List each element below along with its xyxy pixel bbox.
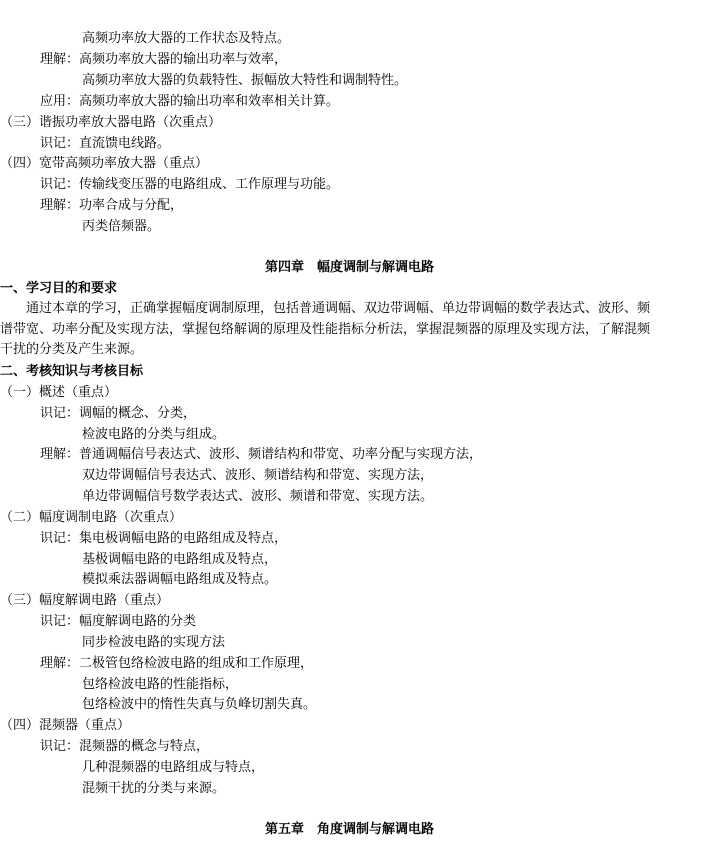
subsection-heading: （四）混频器（重点） [0,718,131,733]
subsection-heading: （二）幅度调制电路（次重点） [0,510,183,525]
section-heading: 一、学习目的和要求 [0,281,118,296]
text-line: 识记：混频器的概念与特点， [40,739,210,754]
text-line: 混频干扰的分类与来源。 [82,781,226,796]
text-line: 模拟乘法器调幅电路组成及特点。 [82,572,278,587]
subsection-heading: （三）谐振功率放大器电路（次重点） [0,115,222,130]
paragraph-line: 通过本章的学习，正确掌握幅度调制原理，包括普通调幅、双边带调幅、单边带调幅的数学表达式、波形、频 [26,301,651,316]
text-line: 识记：幅度解调电路的分类 [40,614,197,629]
text-line: 识记：直流馈电线路。 [40,136,171,151]
section-heading: 二、考核知识与考核目标 [0,364,144,379]
text-line: 识记：集电极调幅电路的电路组成及特点， [40,531,288,546]
text-line: 包络检波电路的性能指标， [82,677,239,692]
text-line: 丙类倍频器。 [82,219,161,234]
text-line: 检波电路的分类与组成。 [82,427,226,442]
text-line: 理解：普通调幅信号表达式、波形、频谱结构和带宽、功率分配与实现方法， [40,447,483,462]
subsection-heading: （四）宽带高频功率放大器（重点） [0,156,209,171]
text-line: 包络检波中的惰性失真与负峰切割失真。 [82,697,317,712]
subsection-heading: （三）幅度解调电路（重点） [0,593,170,608]
text-line: 同步检波电路的实现方法 [82,635,226,650]
text-line: 高频功率放大器的工作状态及特点。 [82,31,291,46]
text-line: 理解：功率合成与分配， [40,198,184,213]
text-line: 单边带调幅信号数学表达式、波形、频谱和带宽、实现方法。 [82,489,434,504]
text-line: 识记：传输线变压器的电路组成、工作原理与功能。 [40,177,340,192]
text-line: 应用：高频功率放大器的输出功率和效率相关计算。 [40,94,340,109]
text-line: 几种混频器的电路组成与特点， [82,760,265,775]
text-line: 理解：二极管包络检波电路的组成和工作原理， [40,656,314,671]
paragraph-line: 谱带宽、功率分配及实现方法，掌握包络解调的原理及性能指标分析法，掌握混频器的原理及实现方法，了解混频 [0,321,651,337]
text-line: 高频功率放大器的负载特性、振幅放大特性和调制特性。 [82,73,408,88]
chapter-title: 第四章 幅度调制与解调电路 [264,260,434,275]
text-line: 基极调幅电路的电路组成及特点， [82,552,278,567]
intro-paragraph [0,299,707,361]
text-line: 理解：高频功率放大器的输出功率与效率， [40,52,288,67]
text-line: 双边带调幅信号表达式、波形、频谱结构和带宽、实现方法， [82,468,434,483]
paragraph-line: 干扰的分类及产生来源。 [0,342,144,357]
chapter-title: 第五章 角度调制与解调电路 [264,822,434,837]
text-line: 识记：调幅的概念、分类， [40,406,197,421]
subsection-heading: （一）概述（重点） [0,385,118,400]
